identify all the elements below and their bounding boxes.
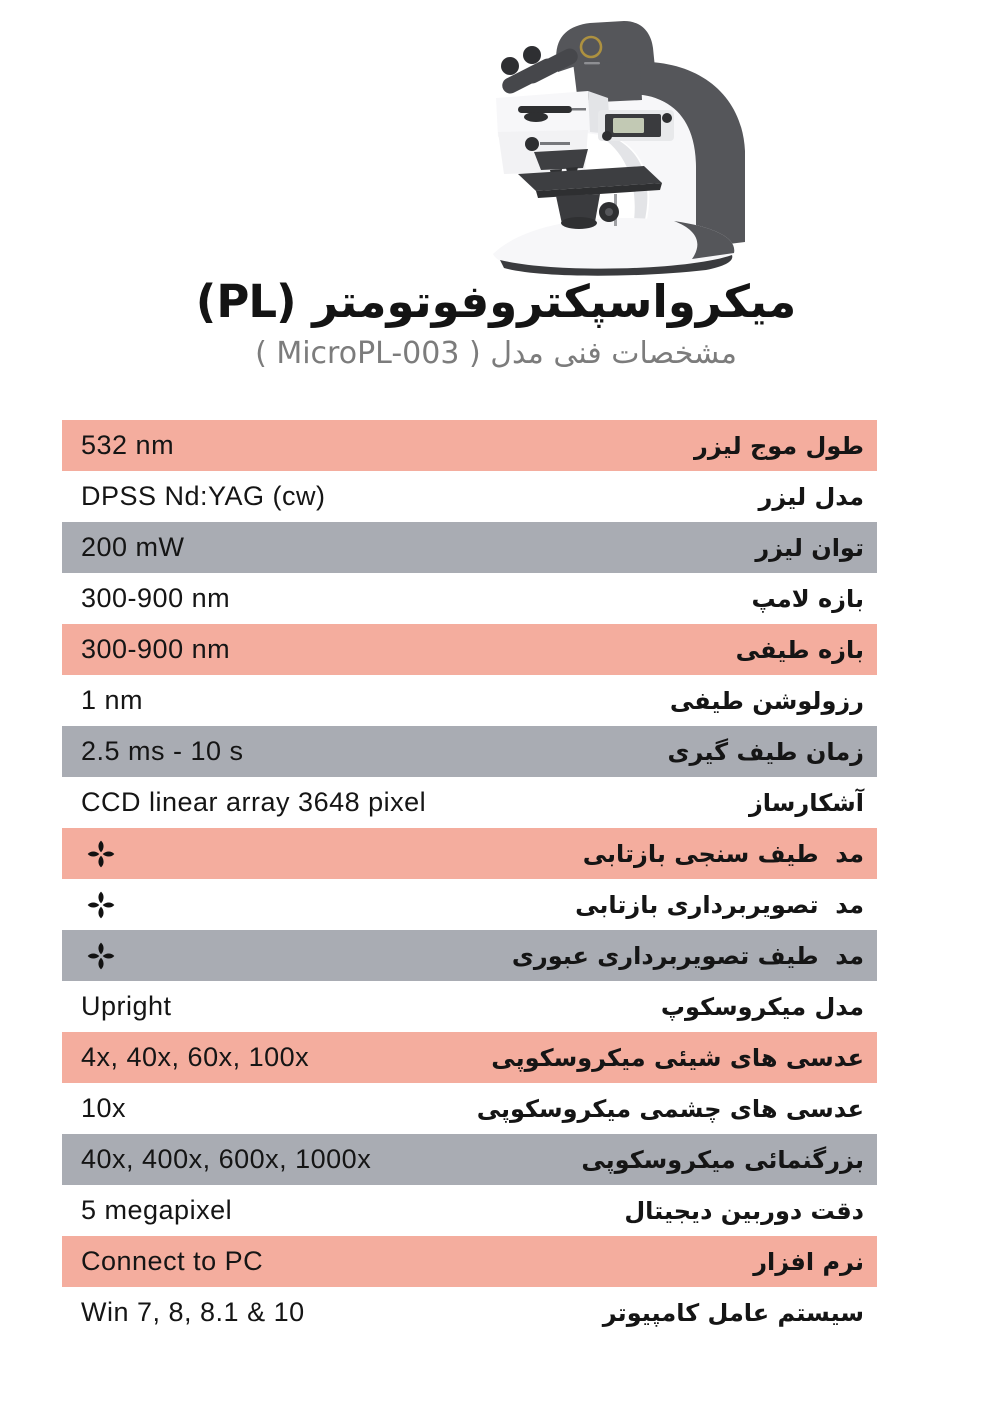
spec-value-cell — [62, 481, 759, 512]
four-petal-check-icon — [84, 888, 118, 922]
spec-value-text: 1 nm — [81, 685, 144, 715]
spec-value-cell — [62, 888, 575, 922]
spec-table — [62, 420, 877, 1338]
spec-row — [62, 1083, 877, 1134]
four-petal-check-icon — [84, 837, 118, 871]
spec-row — [62, 777, 877, 828]
spec-value-text: 2.5 ms - 10 s — [81, 736, 244, 766]
spec-label: مد طیف سنجی بازتابی — [582, 839, 864, 868]
spec-value-cell — [62, 837, 583, 871]
spec-row — [62, 726, 877, 777]
spec-value-text: CCD linear array 3648 pixel — [81, 787, 427, 817]
spec-label: مد تصویربرداری بازتابی — [575, 890, 864, 919]
spec-value-text: Upright — [81, 991, 172, 1021]
page-subtitle: مشخصات فنی مدل ( MicroPL-003 ) — [255, 335, 737, 371]
spec-row — [62, 420, 877, 471]
spec-value-cell — [62, 736, 667, 767]
spec-label: سیستم عامل کامپیوتر — [602, 1298, 864, 1327]
spec-value-cell — [62, 1144, 581, 1175]
spec-value-text: 5 megapixel — [81, 1195, 233, 1225]
spec-row — [62, 1032, 877, 1083]
spec-value-text: 40x, 400x, 600x, 1000x — [81, 1144, 372, 1174]
spec-label: بازه طیفی — [735, 635, 864, 664]
spec-value-text: 10x — [81, 1093, 127, 1123]
spec-value-cell — [62, 1246, 753, 1277]
spec-label: دقت دوربین دیجیتال — [624, 1196, 864, 1225]
spec-value-text: Win 7, 8, 8.1 & 10 — [81, 1297, 305, 1327]
spec-value-cell — [62, 583, 752, 614]
spec-value-text: 4x, 40x, 60x, 100x — [81, 1042, 310, 1072]
spec-value-text: 200 mW — [81, 532, 185, 562]
spec-label: بزرگنمائی میکروسکوپی — [581, 1145, 864, 1174]
spec-row — [62, 1185, 877, 1236]
spec-row — [62, 1236, 877, 1287]
spec-value-text: 300-900 nm — [81, 634, 231, 664]
spec-label: آشکارساز — [748, 788, 864, 817]
spec-row — [62, 471, 877, 522]
spec-row — [62, 573, 877, 624]
spec-value-cell — [62, 787, 749, 818]
spec-label: توان لیزر — [755, 533, 864, 562]
spec-value-cell — [62, 532, 755, 563]
spec-row — [62, 1134, 877, 1185]
spec-value-cell — [62, 939, 512, 973]
spec-label: بازه لامپ — [751, 584, 864, 613]
spec-value-cell — [62, 1093, 477, 1124]
spec-label: رزولوشن طیفی — [669, 686, 864, 715]
spec-label: عدسی های چشمی میکروسکوپی — [476, 1094, 864, 1123]
spec-row — [62, 624, 877, 675]
spec-value-cell — [62, 991, 661, 1022]
microscope-product-image — [438, 6, 770, 280]
spec-label: مدل لیزر — [758, 482, 864, 511]
spec-label: عدسی های شیئی میکروسکوپی — [491, 1043, 864, 1072]
spec-row — [62, 879, 877, 930]
spec-value-text: Connect to PC — [81, 1246, 264, 1276]
page-title: میکرواسپکتروفوتومتر (PL) — [195, 275, 797, 328]
spec-value-cell — [62, 430, 694, 461]
spec-row — [62, 522, 877, 573]
spec-label: طول موج لیزر — [694, 431, 864, 460]
spec-value-text: 300-900 nm — [81, 583, 231, 613]
four-petal-check-icon — [84, 939, 118, 973]
title-block — [0, 276, 992, 371]
spec-value-cell — [62, 1042, 491, 1073]
spec-row — [62, 828, 877, 879]
spec-row — [62, 675, 877, 726]
spec-label: زمان طیف گیری — [667, 737, 864, 766]
spec-label: نرم افزار — [753, 1247, 864, 1276]
spec-value-cell — [62, 1195, 624, 1226]
spec-value-cell — [62, 1297, 603, 1328]
spec-label: مد طیف تصویربرداری عبوری — [511, 941, 864, 970]
spec-row — [62, 981, 877, 1032]
spec-row — [62, 930, 877, 981]
spec-row — [62, 1287, 877, 1338]
spec-value-cell — [62, 634, 736, 665]
spec-value-cell — [62, 685, 670, 716]
spec-value-text: 532 nm — [81, 430, 175, 460]
spec-value-text: DPSS Nd:YAG (cw) — [81, 481, 326, 511]
spec-label: مدل میکروسکوپ — [660, 992, 864, 1021]
